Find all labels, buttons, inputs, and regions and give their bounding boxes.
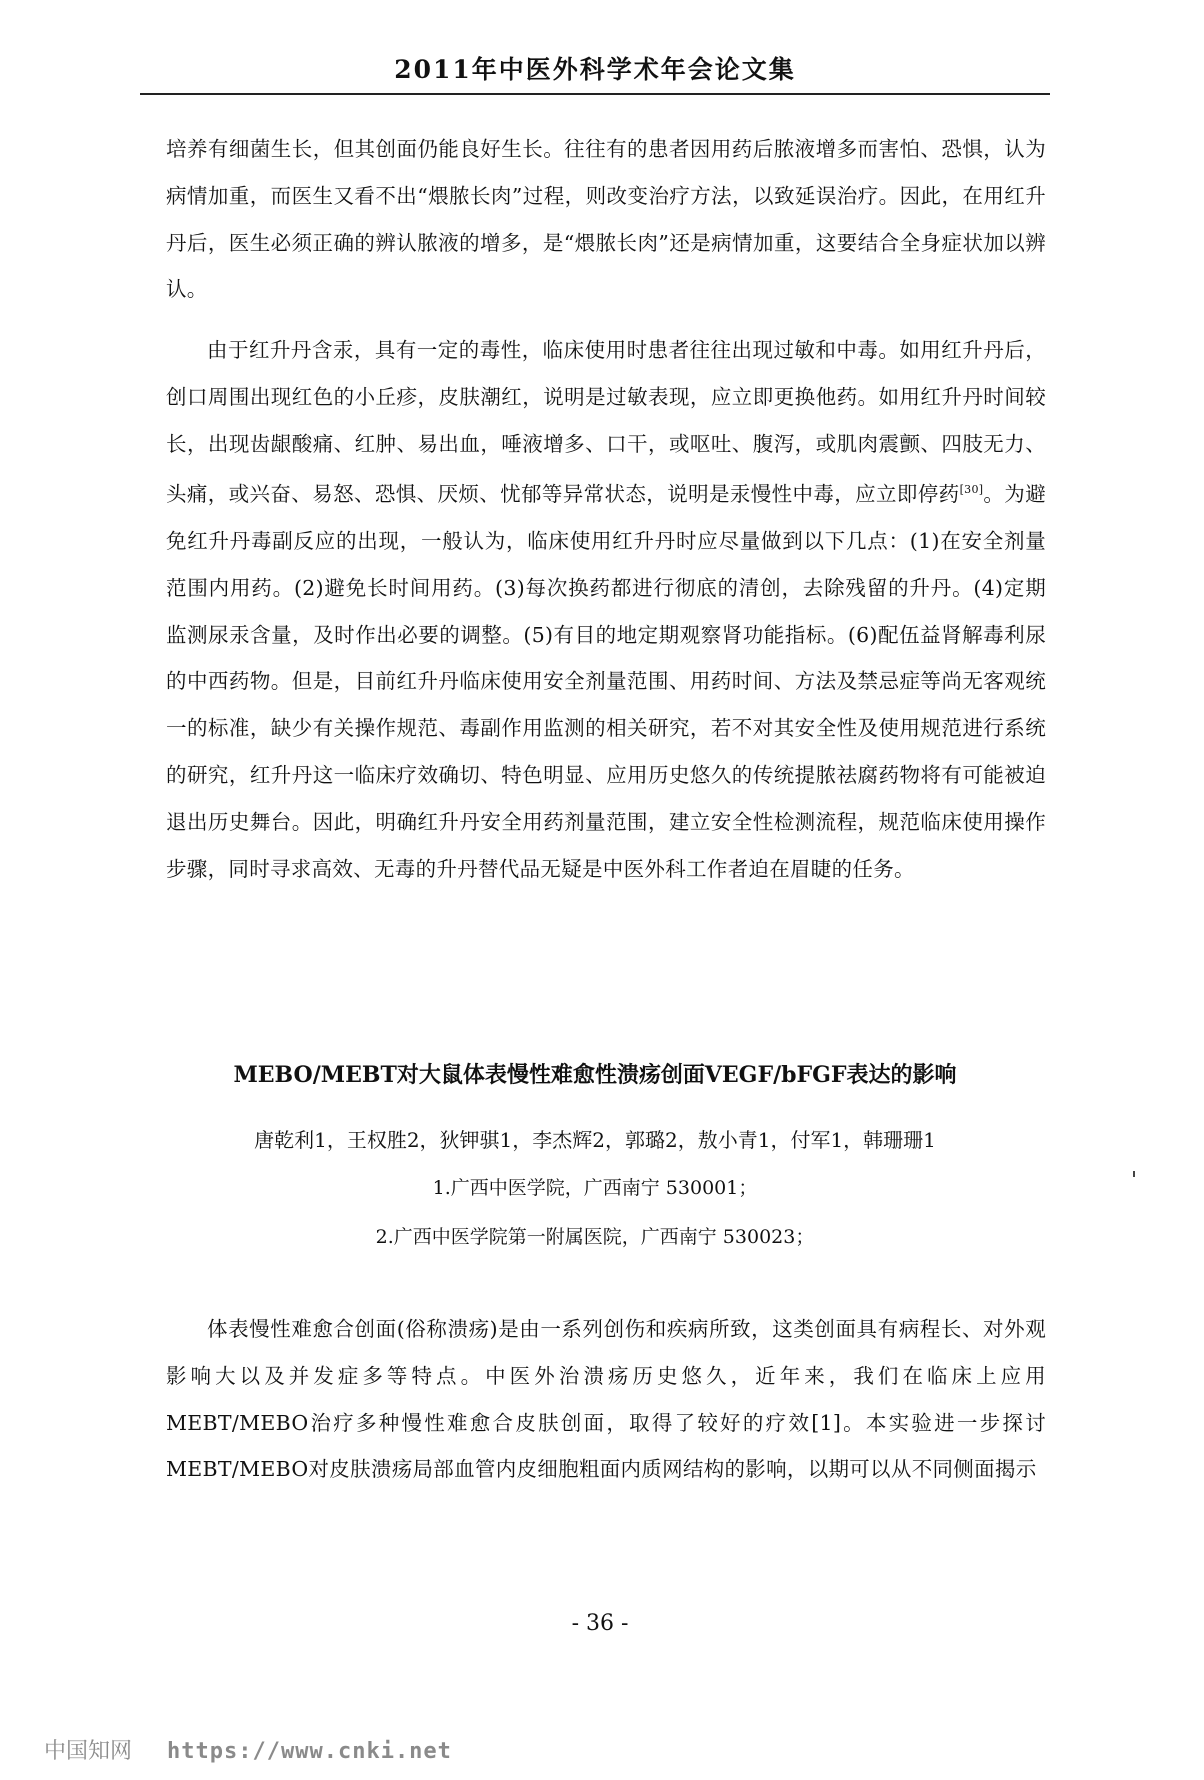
- footer-brand: 中国知网: [44, 1739, 133, 1764]
- paragraph-toxicity-part1: 由于红升丹含汞，具有一定的毒性，临床使用时患者往往出现过敏和中毒。如用红升丹后，创口周围出现红色的小丘疹，皮肤潮红，说明是过敏表现，应立即更换他药。如用红升丹时间较长，出现齿龈酸痛、红肿、易出血，唾液增多、口干，或呕吐、腹泻，或肌肉震颤、四肢无力、头痛，或兴奋、易怒、恐惧、厌烦、忧郁等异常状态，说明是汞慢性中毒，应立即停药: [166, 338, 1046, 507]
- page-number: - 36 -: [571, 1611, 629, 1636]
- article-title: MEBO/MEBT对大鼠体表慢性难愈性溃疡创面VEGF/bFGF表达的影响: [233, 1062, 957, 1088]
- running-header: 2011年中医外科学术年会论文集: [394, 55, 796, 84]
- article-authors: 唐乾利1，王权胜2，狄钾骐1，李杰辉2，郭璐2，敖小青1，付军1，韩珊珊1: [254, 1128, 936, 1152]
- cnki-watermark: [44, 1737, 452, 1767]
- article-intro: 体表慢性难愈合创面(俗称溃疡)是由一系列创伤和疾病所致，这类创面具有病程长、对外观影响大以及并发症多等特点。中医外治溃疡历史悠久，近年来，我们在临床上应用MEBT/MEBO治疗多种慢性难愈合皮肤创面，取得了较好的疗效[1]。本实验进一步探讨MEBT/MEBO对皮肤溃疡局部血管内皮细胞粗面内质网结构的影响，以期可以从不同侧面揭示: [166, 1317, 1046, 1482]
- citation-30: [30]: [959, 483, 984, 497]
- footer-url[interactable]: https://www.cnki.net: [167, 1739, 452, 1764]
- scan-mark: [1133, 1171, 1135, 1177]
- affiliation-1: 1.广西中医学院，广西南宁 530001；: [432, 1177, 758, 1199]
- paragraph-toxicity-part2: 。为避免红升丹毒副反应的出现，一般认为，临床使用红升丹时应尽量做到以下几点：(1)在安全剂量范围内用药。(2)避免长时间用药。(3)每次换药都进行彻底的清创，去除残留的升丹。(4)定期监测尿汞含量，及时作出必要的调整。(5)有目的地定期观察肾功能指标。(6)配伍益肾解毒利尿的中西药物。但是，目前红升丹临床使用安全剂量范围、用药时间、方法及禁忌症等尚无客观统一的标准，缺少有关操作规范、毒副作用监测的相关研究，若不对其安全性及使用规范进行系统的研究，红升丹这一临床疗效确切、特色明显、应用历史悠久的传统提脓祛腐药物将有可能被迫退出历史舞台。因此，明确红升丹安全用药剂量范围，建立安全性检测流程，规范临床使用操作步骤，同时寻求高效、无毒的升丹替代品无疑是中医外科工作者迫在眉睫的任务。: [166, 482, 1046, 881]
- paragraph-toxicity: [166, 327, 1046, 892]
- paragraph-continued: 培养有细菌生长，但其创面仍能良好生长。往往有的患者因用药后脓液增多而害怕、恐惧，认为病情加重，而医生又看不出“煨脓长肉”过程，则改变治疗方法，以致延误治疗。因此，在用红升丹后，医生必须正确的辨认脓液的增多，是“煨脓长肉”还是病情加重，这要结合全身症状加以辨认。: [166, 137, 1046, 302]
- affiliation-2: 2.广西中医学院第一附属医院，广西南宁 530023；: [375, 1226, 815, 1248]
- header-rule: [140, 93, 1050, 95]
